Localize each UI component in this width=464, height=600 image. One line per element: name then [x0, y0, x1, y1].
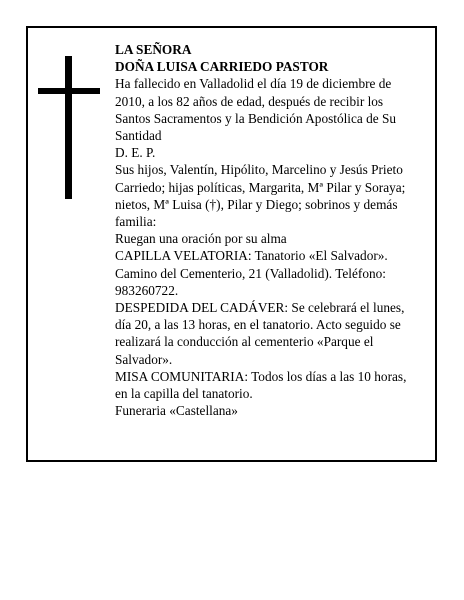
notice-line: Santos Sacramentos y la Bendición Apostólica de Su — [115, 110, 397, 126]
notice-line: realizará la conducción al cementerio «Parque el — [115, 334, 374, 350]
cross-horizontal-bar — [38, 88, 100, 94]
notice-line: Ruegan una oración por su alma — [115, 231, 287, 247]
cross-icon — [38, 56, 100, 199]
notice-line: día 20, a las 13 horas, en el tanatorio. Acto seguido se — [115, 317, 401, 333]
cross-vertical-bar — [65, 56, 72, 199]
notice-line: Salvador». — [115, 351, 173, 367]
notice-chapel-line: CAPILLA VELATORIA: Tanatorio «El Salvador». — [115, 248, 388, 264]
notice-phone: 983260722. — [115, 282, 179, 298]
obituary-notice — [26, 26, 437, 462]
notice-mass-line: MISA COMUNITARIA: Todos los días a las 10 horas, — [115, 368, 407, 384]
notice-line: Camino del Cementerio, 21 (Valladolid). Teléfono: — [115, 265, 386, 281]
notice-line: Ha fallecido en Valladolid el día 19 de diciembre de — [115, 76, 392, 92]
notice-line: Sus hijos, Valentín, Hipólito, Marcelino y Jesús Prieto — [115, 162, 403, 178]
notice-deceased-name: DOÑA LUISA CARRIEDO PASTOR — [115, 59, 329, 75]
notice-funeral-home: Funeraria «Castellana» — [115, 403, 238, 419]
notice-line: nietos, Mª Luisa (†), Pilar y Diego; sobrinos y demás — [115, 196, 398, 212]
notice-line: Carriedo; hijas políticas, Margarita, Mª Pilar y Soraya; — [115, 179, 406, 195]
notice-line: familia: — [115, 214, 157, 230]
notice-heading-title: LA SEÑORA — [115, 42, 192, 57]
notice-farewell-line: DESPEDIDA DEL CADÁVER: Se celebrará el lunes, — [115, 300, 405, 316]
notice-rip: D. E. P. — [115, 145, 156, 161]
notice-line: Santidad — [115, 128, 162, 144]
notice-line: 2010, a los 82 años de edad, después de recibir los — [115, 93, 384, 109]
notice-line: en la capilla del tanatorio. — [115, 386, 253, 402]
notice-text — [115, 41, 433, 419]
